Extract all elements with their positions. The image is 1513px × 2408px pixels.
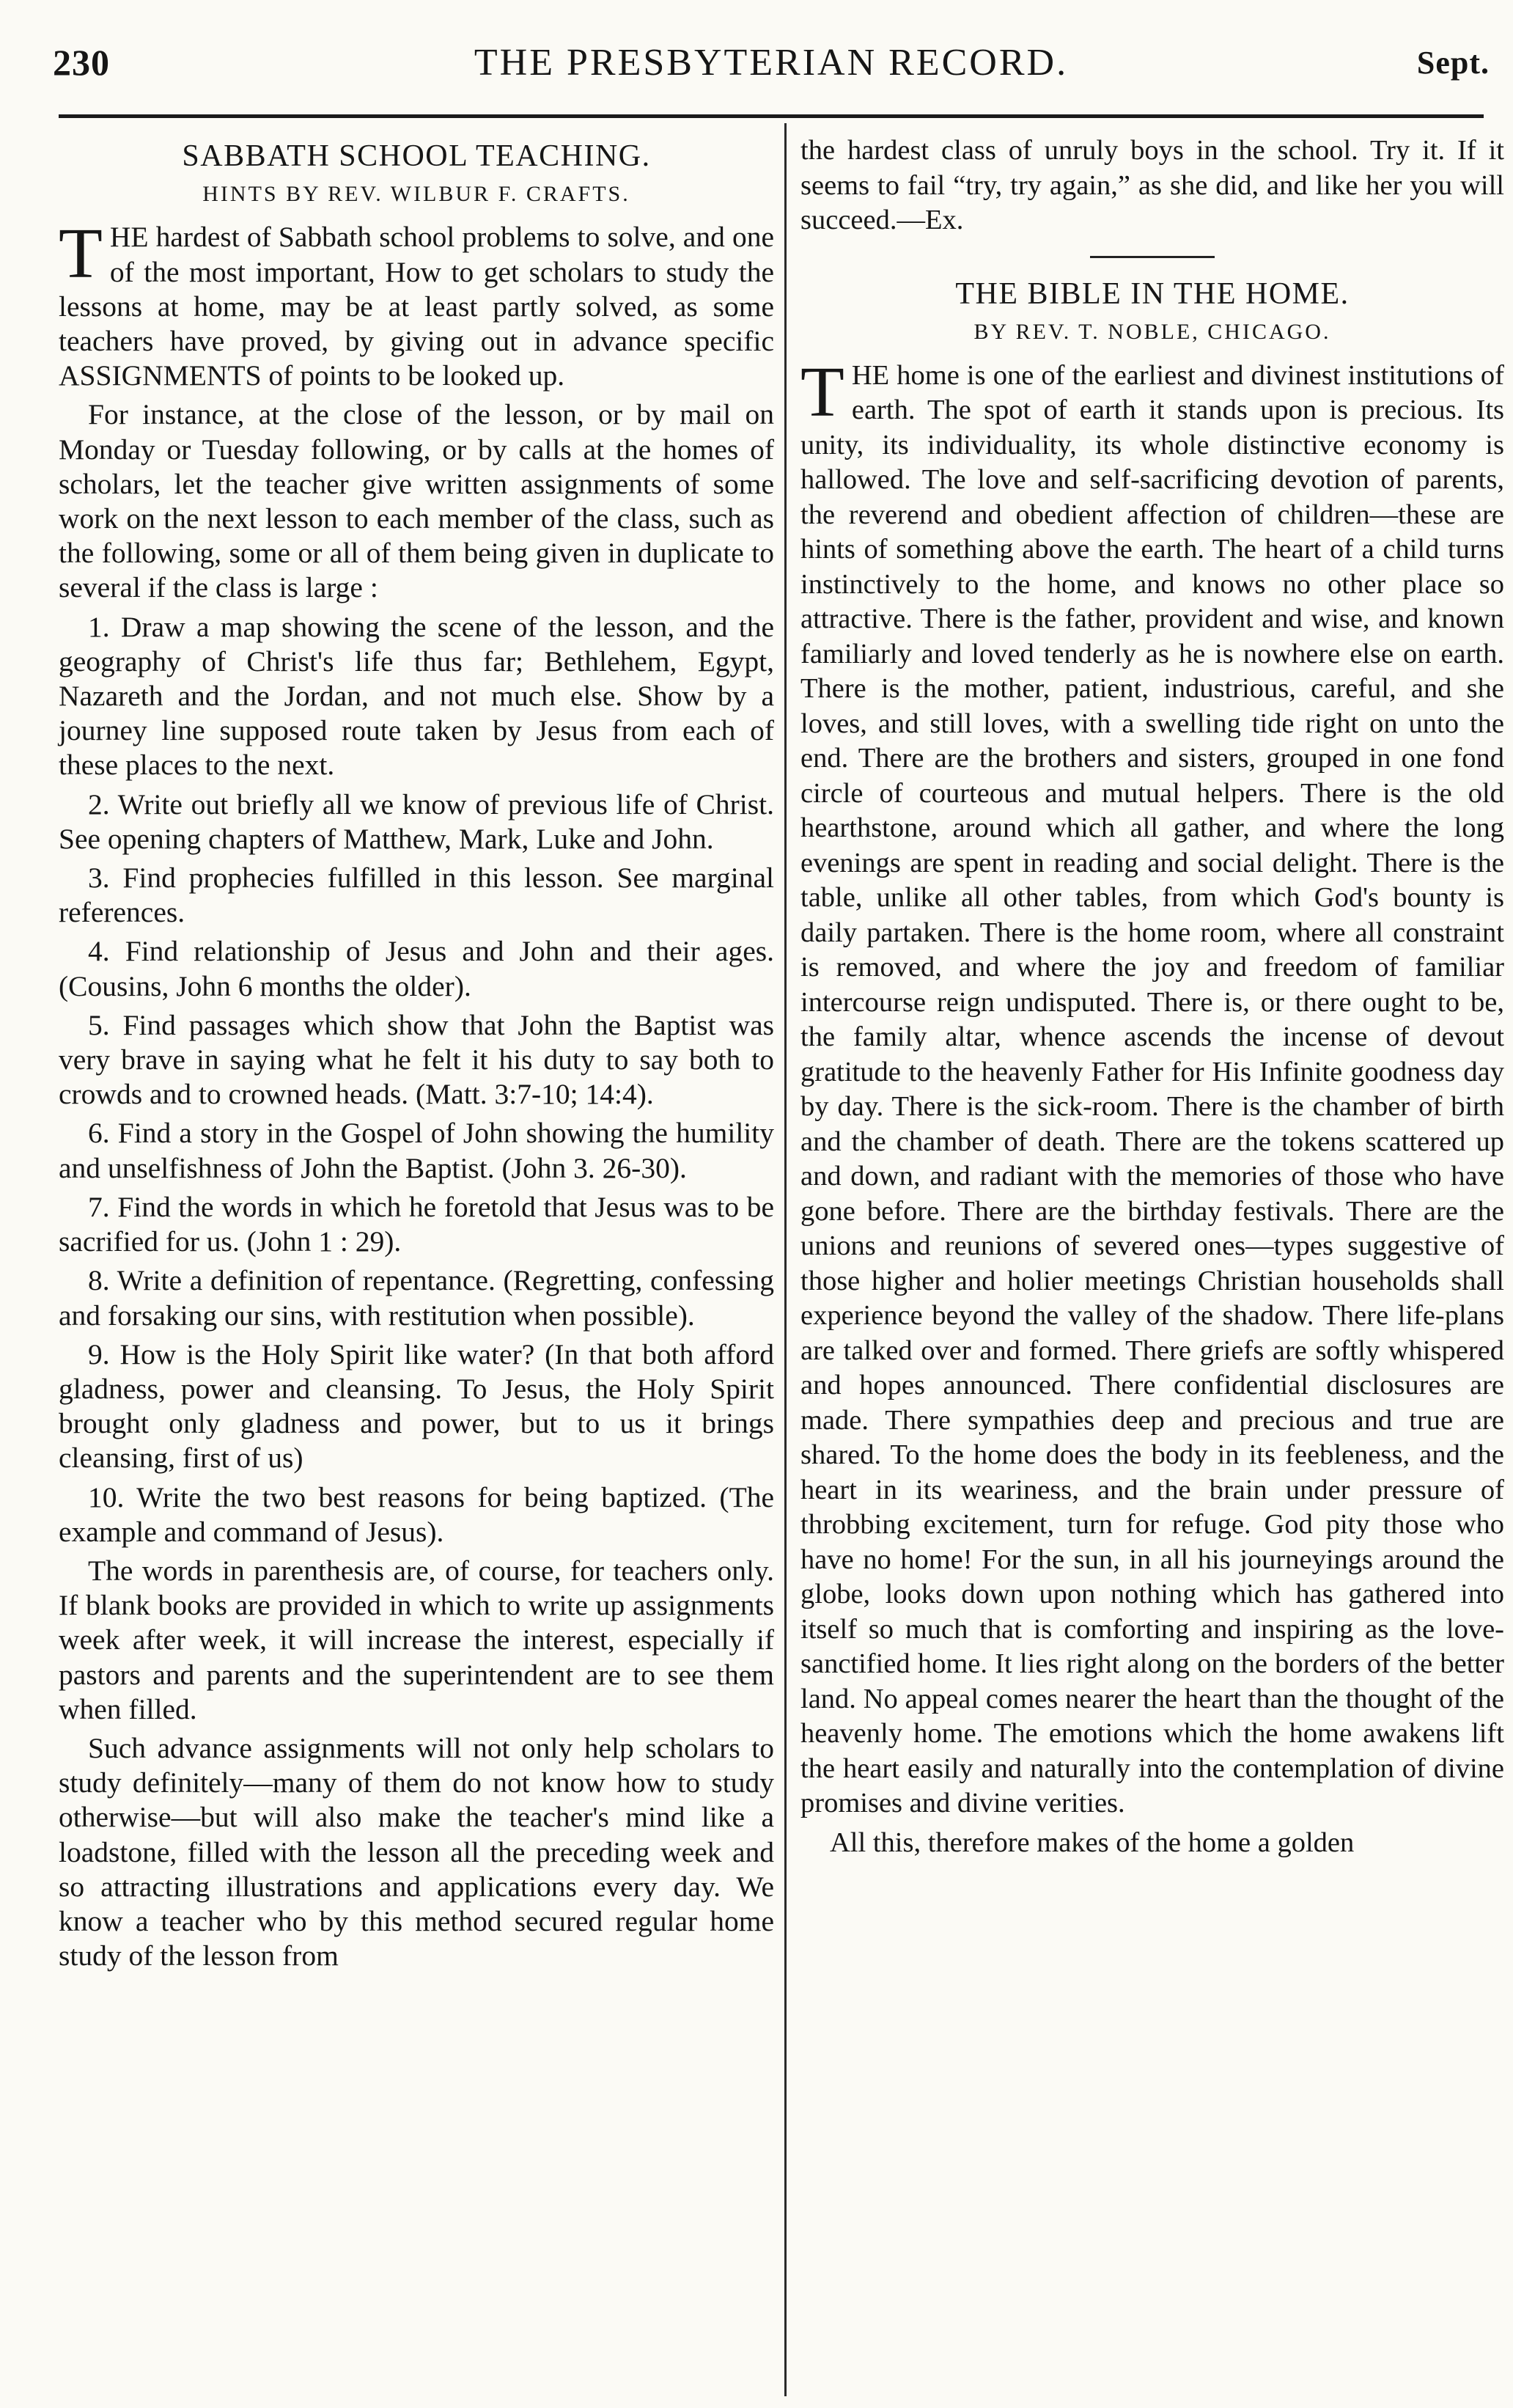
assignment-item: 5. Find passages which show that John the Baptist was very brave in saying what he felt it his duty to say both to crowds and to crowned heads. (Matt. 3:7-10; 14:4).	[59, 1008, 774, 1111]
assignment-item: 8. Write a definition of repentance. (Regretting, confessing and forsaking our sins, with restitution when possible).	[59, 1264, 774, 1332]
assignment-item: 10. Write the two best reasons for being baptized. (The example and command of Jesus).	[59, 1480, 774, 1548]
assignment-item: 4. Find relationship of Jesus and John and their ages. (Cousins, John 6 months the older).	[59, 935, 774, 1002]
article-byline: BY REV. T. NOBLE, CHICAGO.	[973, 320, 1331, 344]
continued-paragraph: the hardest class of unruly boys in the school. Try it. If it seems to fail “try, try again,” as she did, and like her you will succeed.—Ex.	[800, 135, 1504, 235]
assignment-item: 9. How is the Holy Spirit like water? (In that both afford gladness, power and cleansing. To Jesus, the Holy Spirit brought only gladness and power, but to us it brings cleansing, first of us)	[59, 1337, 774, 1475]
article-separator	[1090, 256, 1215, 258]
drop-cap: T	[59, 214, 103, 294]
article-paragraph: The words in parenthesis are, of course, for teachers only. If blank books are provided in which to write up assignments week after week, it will increase the interest, especially if pastors and parents and the superintendent are to see them when filled.	[59, 1554, 774, 1725]
article-paragraph: Such advance assignments will not only help scholars to study definitely—many of them do not know how to study otherwise—but will also make the teacher's mind like a loadstone, filled with the lesson all the preceding week and so attracting illustrations and applications every day. We know a teacher who by this method secured regular home study of the lesson from	[59, 1731, 774, 1972]
right-column	[800, 133, 1504, 1865]
article-paragraph: All this, therefore makes of the home a golden	[830, 1827, 1355, 1858]
article-byline: HINTS BY REV. WILBUR F. CRAFTS.	[202, 182, 630, 207]
left-column	[59, 133, 774, 1978]
article-title: SABBATH SCHOOL TEACHING.	[182, 139, 651, 173]
article-paragraph: THE home is one of the earliest and divinest institutions of earth. The spot of earth it stands upon is precious. Its unity, its individuality, its whole distinctive economy is hallowed. The love and self-sacrificing devotion of parents, the reverend and obedient affection of children—these are hints of something above the earth. The heart of a child turns instinctively to the home, and knows no other place so attractive. There is the father, provident and wise, and known familiarly and loved tenderly as he is nowhere else on earth. There is the mother, patient, industrious, careful, and she loves, and still loves, with a swelling tide right on unto the end. There are the brothers and sisters, grouped in one fond circle of courteous and mutual helpers. There is the old hearthstone, around which all gather, and where the long evenings are spent in reading and social delight. There is the table, unlike all other tables, from which God's bounty is daily partaken. There is the home room, where all constraint is removed, and where the joy and freedom of familiar intercourse reign undisputed. There is, or there ought to be, the family altar, whence ascends the incense of devout gratitude to the heavenly Father for His Infinite goodness day by day. There is the sick-room. There is the chamber of birth and the chamber of death. There are the tokens scattered up and down, and radiant with the memories of those who have gone before. There are the birthday festivals. There are the unions and reunions of severed ones—types suggestive of those higher and holier meetings Christian households shall experience beyond the valley of the shadow. There life-plans are talked over and formed. There griefs are softly whispered and hopes announced. There confidential disclosures are made. There sympathies deep and precious and true are shared. To the home does the body in its feebleness, and the heart in its weariness, and the brain under pressure of throbbing excitement, turn for refuge. God pity those who have no home! For the sun, in all his journeyings around the globe, looks down upon nothing which has gathered into itself so much that is comforting and inspiring as the love-sanctified home. It lies right along on the borders of the better land. No appeal comes nearer the heart than the thought of the heavenly home. The emotions which the home awakens lift the heart easily and naturally into the contemplation of divine promises and divine verities.	[800, 352, 1504, 1818]
issue-month: Sept.	[1416, 45, 1490, 81]
header-rule	[59, 114, 1484, 118]
assignment-item: 6. Find a story in the Gospel of John showing the humility and unselfishness of John the Baptist. (John 3. 26-30).	[59, 1117, 774, 1184]
drop-cap: T	[800, 352, 844, 432]
assignment-item: 2. Write out briefly all we know of previous life of Christ. See opening chapters of Matthew, Mark, Luke and John.	[59, 788, 774, 855]
page-number: 230	[53, 42, 110, 83]
assignment-item: 1. Draw a map showing the scene of the lesson, and the geography of Christ's life thus far; Bethlehem, Egypt, Nazareth and the Jordan, and not much else. Show by a journey line supposed route taken by Jesus from each of these places to the next.	[59, 610, 774, 782]
page-header	[53, 34, 1490, 91]
article-paragraph: THE hardest of Sabbath school problems to solve, and one of the most important, How to get scholars to study the lessons at home, may be at least partly solved, as some teachers have proved, by giving out in advance specific ASSIGNMENTS of points to be looked up.	[59, 214, 774, 392]
article-paragraph: For instance, at the close of the lesson, or by mail on Monday or Tuesday following, or by calls at the homes of scholars, let the teacher give written assignments of some work on the next lesson to each member of the class, such as the following, some or all of them being given in duplicate to several if the class is large :	[59, 398, 774, 604]
article-title: THE BIBLE IN THE HOME.	[955, 276, 1350, 311]
assignment-item: 7. Find the words in which he foretold that Jesus was to be sacrified for us. (John 1 : 29).	[59, 1190, 774, 1258]
assignment-item: 3. Find prophecies fulfilled in this lesson. See marginal references.	[59, 862, 774, 929]
publication-title: THE PRESBYTERIAN RECORD.	[474, 42, 1069, 84]
column-divider	[784, 123, 787, 2396]
